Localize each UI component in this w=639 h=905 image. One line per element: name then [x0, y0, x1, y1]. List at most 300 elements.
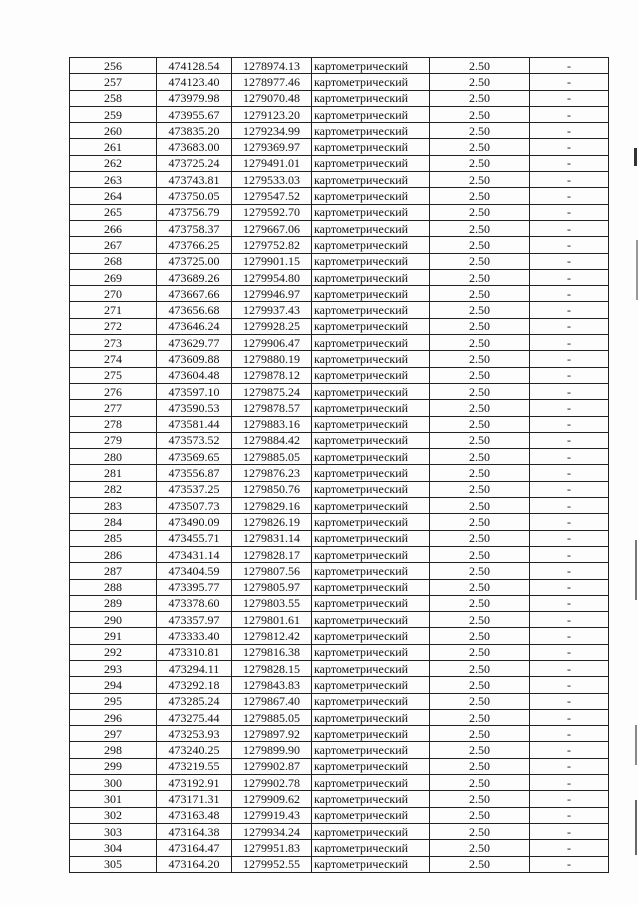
- method-cell: картометрический: [312, 628, 430, 644]
- y-coordinate-cell: 1279816.38: [232, 644, 312, 660]
- y-coordinate-cell: 1279843.83: [232, 677, 312, 693]
- point-number-cell: 264: [70, 188, 157, 204]
- accuracy-cell: 2.50: [430, 286, 530, 302]
- x-coordinate-cell: 473646.24: [157, 318, 232, 334]
- method-cell: картометрический: [312, 253, 430, 269]
- point-number-cell: 283: [70, 498, 157, 514]
- description-cell: -: [530, 416, 609, 432]
- table-row: [70, 432, 609, 448]
- description-cell: -: [530, 807, 609, 823]
- accuracy-cell: 2.50: [430, 220, 530, 236]
- x-coordinate-cell: 473604.48: [157, 367, 232, 383]
- table-row: [70, 612, 609, 628]
- method-cell: картометрический: [312, 595, 430, 611]
- point-number-cell: 261: [70, 139, 157, 155]
- x-coordinate-cell: 473766.25: [157, 237, 232, 253]
- accuracy-cell: 2.50: [430, 823, 530, 839]
- table-row: [70, 155, 609, 171]
- point-number-cell: 296: [70, 709, 157, 725]
- table-row: [70, 644, 609, 660]
- x-coordinate-cell: 473310.81: [157, 644, 232, 660]
- x-coordinate-cell: 474128.54: [157, 58, 232, 74]
- accuracy-cell: 2.50: [430, 481, 530, 497]
- method-cell: картометрический: [312, 204, 430, 220]
- point-number-cell: 303: [70, 823, 157, 839]
- method-cell: картометрический: [312, 58, 430, 74]
- description-cell: -: [530, 693, 609, 709]
- accuracy-cell: 2.50: [430, 579, 530, 595]
- point-number-cell: 267: [70, 237, 157, 253]
- point-number-cell: 259: [70, 106, 157, 122]
- point-number-cell: 266: [70, 220, 157, 236]
- table-row: [70, 498, 609, 514]
- table-row: [70, 318, 609, 334]
- description-cell: -: [530, 155, 609, 171]
- table-row: [70, 204, 609, 220]
- description-cell: -: [530, 579, 609, 595]
- description-cell: -: [530, 237, 609, 253]
- x-coordinate-cell: 473835.20: [157, 123, 232, 139]
- point-number-cell: 287: [70, 563, 157, 579]
- description-cell: -: [530, 188, 609, 204]
- accuracy-cell: 2.50: [430, 318, 530, 334]
- y-coordinate-cell: 1279850.76: [232, 481, 312, 497]
- accuracy-cell: 2.50: [430, 612, 530, 628]
- description-cell: -: [530, 400, 609, 416]
- x-coordinate-cell: 473164.47: [157, 840, 232, 856]
- y-coordinate-cell: 1279234.99: [232, 123, 312, 139]
- point-number-cell: 300: [70, 775, 157, 791]
- description-cell: -: [530, 612, 609, 628]
- y-coordinate-cell: 1279491.01: [232, 155, 312, 171]
- y-coordinate-cell: 1279867.40: [232, 693, 312, 709]
- x-coordinate-cell: 473164.20: [157, 856, 232, 872]
- table-row: [70, 628, 609, 644]
- y-coordinate-cell: 1279906.47: [232, 335, 312, 351]
- description-cell: -: [530, 74, 609, 90]
- accuracy-cell: 2.50: [430, 351, 530, 367]
- accuracy-cell: 2.50: [430, 644, 530, 660]
- table-row: [70, 775, 609, 791]
- point-number-cell: 297: [70, 726, 157, 742]
- method-cell: картометрический: [312, 416, 430, 432]
- x-coordinate-cell: 473569.65: [157, 449, 232, 465]
- description-cell: -: [530, 546, 609, 562]
- accuracy-cell: 2.50: [430, 335, 530, 351]
- description-cell: -: [530, 335, 609, 351]
- table-row: [70, 253, 609, 269]
- x-coordinate-cell: 473758.37: [157, 220, 232, 236]
- point-number-cell: 257: [70, 74, 157, 90]
- description-cell: -: [530, 742, 609, 758]
- y-coordinate-cell: 1279826.19: [232, 514, 312, 530]
- point-number-cell: 302: [70, 807, 157, 823]
- description-cell: -: [530, 726, 609, 742]
- description-cell: -: [530, 595, 609, 611]
- accuracy-cell: 2.50: [430, 269, 530, 285]
- x-coordinate-cell: 473357.97: [157, 612, 232, 628]
- y-coordinate-cell: 1279752.82: [232, 237, 312, 253]
- accuracy-cell: 2.50: [430, 237, 530, 253]
- accuracy-cell: 2.50: [430, 367, 530, 383]
- y-coordinate-cell: 1279807.56: [232, 563, 312, 579]
- description-cell: -: [530, 840, 609, 856]
- y-coordinate-cell: 1279952.55: [232, 856, 312, 872]
- table-row: [70, 758, 609, 774]
- table-row: [70, 693, 609, 709]
- y-coordinate-cell: 1279909.62: [232, 791, 312, 807]
- point-number-cell: 295: [70, 693, 157, 709]
- description-cell: -: [530, 530, 609, 546]
- y-coordinate-cell: 1279828.17: [232, 546, 312, 562]
- y-coordinate-cell: 1279946.97: [232, 286, 312, 302]
- table-row: [70, 220, 609, 236]
- accuracy-cell: 2.50: [430, 514, 530, 530]
- accuracy-cell: 2.50: [430, 155, 530, 171]
- y-coordinate-cell: 1279547.52: [232, 188, 312, 204]
- scan-edge-mark: [635, 800, 637, 855]
- table-row: [70, 449, 609, 465]
- method-cell: картометрический: [312, 106, 430, 122]
- x-coordinate-cell: 473609.88: [157, 351, 232, 367]
- description-cell: -: [530, 318, 609, 334]
- point-number-cell: 271: [70, 302, 157, 318]
- method-cell: картометрический: [312, 139, 430, 155]
- description-cell: -: [530, 269, 609, 285]
- description-cell: -: [530, 791, 609, 807]
- x-coordinate-cell: 473955.67: [157, 106, 232, 122]
- x-coordinate-cell: 473507.73: [157, 498, 232, 514]
- point-number-cell: 304: [70, 840, 157, 856]
- table-row: [70, 269, 609, 285]
- y-coordinate-cell: 1279954.80: [232, 269, 312, 285]
- point-number-cell: 288: [70, 579, 157, 595]
- point-number-cell: 291: [70, 628, 157, 644]
- y-coordinate-cell: 1279803.55: [232, 595, 312, 611]
- point-number-cell: 274: [70, 351, 157, 367]
- x-coordinate-cell: 473163.48: [157, 807, 232, 823]
- x-coordinate-cell: 473537.25: [157, 481, 232, 497]
- x-coordinate-cell: 473629.77: [157, 335, 232, 351]
- description-cell: -: [530, 498, 609, 514]
- point-number-cell: 265: [70, 204, 157, 220]
- point-number-cell: 275: [70, 367, 157, 383]
- method-cell: картометрический: [312, 318, 430, 334]
- table-row: [70, 188, 609, 204]
- x-coordinate-cell: 473164.38: [157, 823, 232, 839]
- table-row: [70, 514, 609, 530]
- point-number-cell: 279: [70, 432, 157, 448]
- y-coordinate-cell: 1279937.43: [232, 302, 312, 318]
- description-cell: -: [530, 123, 609, 139]
- point-number-cell: 298: [70, 742, 157, 758]
- y-coordinate-cell: 1279801.61: [232, 612, 312, 628]
- description-cell: -: [530, 351, 609, 367]
- scan-edge-mark: [634, 148, 637, 166]
- point-number-cell: 281: [70, 465, 157, 481]
- method-cell: картометрический: [312, 726, 430, 742]
- accuracy-cell: 2.50: [430, 106, 530, 122]
- point-number-cell: 282: [70, 481, 157, 497]
- table-row: [70, 742, 609, 758]
- x-coordinate-cell: 473253.93: [157, 726, 232, 742]
- description-cell: -: [530, 139, 609, 155]
- point-number-cell: 277: [70, 400, 157, 416]
- table-row: [70, 823, 609, 839]
- method-cell: картометрический: [312, 644, 430, 660]
- accuracy-cell: 2.50: [430, 400, 530, 416]
- description-cell: -: [530, 758, 609, 774]
- method-cell: картометрический: [312, 677, 430, 693]
- table-row: [70, 481, 609, 497]
- y-coordinate-cell: 1279812.42: [232, 628, 312, 644]
- accuracy-cell: 2.50: [430, 498, 530, 514]
- point-number-cell: 268: [70, 253, 157, 269]
- accuracy-cell: 2.50: [430, 383, 530, 399]
- x-coordinate-cell: 473725.24: [157, 155, 232, 171]
- y-coordinate-cell: 1279897.92: [232, 726, 312, 742]
- y-coordinate-cell: 1279951.83: [232, 840, 312, 856]
- point-number-cell: 301: [70, 791, 157, 807]
- point-number-cell: 292: [70, 644, 157, 660]
- table-row: [70, 139, 609, 155]
- accuracy-cell: 2.50: [430, 90, 530, 106]
- method-cell: картометрический: [312, 188, 430, 204]
- x-coordinate-cell: 473240.25: [157, 742, 232, 758]
- table-row: [70, 383, 609, 399]
- method-cell: картометрический: [312, 449, 430, 465]
- x-coordinate-cell: 473683.00: [157, 139, 232, 155]
- table-row: [70, 74, 609, 90]
- accuracy-cell: 2.50: [430, 856, 530, 872]
- table-row: [70, 90, 609, 106]
- method-cell: картометрический: [312, 74, 430, 90]
- accuracy-cell: 2.50: [430, 791, 530, 807]
- y-coordinate-cell: 1279878.12: [232, 367, 312, 383]
- accuracy-cell: 2.50: [430, 302, 530, 318]
- description-cell: -: [530, 644, 609, 660]
- description-cell: -: [530, 383, 609, 399]
- table-row: [70, 335, 609, 351]
- table-row: [70, 367, 609, 383]
- method-cell: картометрический: [312, 432, 430, 448]
- table-row: [70, 400, 609, 416]
- accuracy-cell: 2.50: [430, 726, 530, 742]
- x-coordinate-cell: 473285.24: [157, 693, 232, 709]
- y-coordinate-cell: 1279875.24: [232, 383, 312, 399]
- method-cell: картометрический: [312, 481, 430, 497]
- method-cell: картометрический: [312, 612, 430, 628]
- description-cell: -: [530, 628, 609, 644]
- accuracy-cell: 2.50: [430, 465, 530, 481]
- accuracy-cell: 2.50: [430, 123, 530, 139]
- description-cell: -: [530, 302, 609, 318]
- y-coordinate-cell: 1279885.05: [232, 709, 312, 725]
- x-coordinate-cell: 473431.14: [157, 546, 232, 562]
- method-cell: картометрический: [312, 840, 430, 856]
- y-coordinate-cell: 1279880.19: [232, 351, 312, 367]
- description-cell: -: [530, 220, 609, 236]
- description-cell: -: [530, 204, 609, 220]
- y-coordinate-cell: 1279878.57: [232, 400, 312, 416]
- table-row: [70, 709, 609, 725]
- coordinates-table-body: [70, 58, 609, 873]
- y-coordinate-cell: 1279831.14: [232, 530, 312, 546]
- point-number-cell: 270: [70, 286, 157, 302]
- scan-edge-mark: [635, 725, 637, 765]
- y-coordinate-cell: 1279901.15: [232, 253, 312, 269]
- method-cell: картометрический: [312, 172, 430, 188]
- accuracy-cell: 2.50: [430, 742, 530, 758]
- description-cell: -: [530, 449, 609, 465]
- point-number-cell: 284: [70, 514, 157, 530]
- x-coordinate-cell: 473378.60: [157, 595, 232, 611]
- x-coordinate-cell: 473395.77: [157, 579, 232, 595]
- x-coordinate-cell: 473743.81: [157, 172, 232, 188]
- x-coordinate-cell: 473667.66: [157, 286, 232, 302]
- point-number-cell: 269: [70, 269, 157, 285]
- point-number-cell: 280: [70, 449, 157, 465]
- accuracy-cell: 2.50: [430, 530, 530, 546]
- description-cell: -: [530, 172, 609, 188]
- scan-edge-mark: [635, 540, 637, 600]
- description-cell: -: [530, 514, 609, 530]
- description-cell: -: [530, 253, 609, 269]
- accuracy-cell: 2.50: [430, 595, 530, 611]
- method-cell: картометрический: [312, 660, 430, 676]
- x-coordinate-cell: 473590.53: [157, 400, 232, 416]
- method-cell: картометрический: [312, 90, 430, 106]
- point-number-cell: 258: [70, 90, 157, 106]
- method-cell: картометрический: [312, 400, 430, 416]
- method-cell: картометрический: [312, 775, 430, 791]
- accuracy-cell: 2.50: [430, 677, 530, 693]
- table-row: [70, 595, 609, 611]
- description-cell: -: [530, 465, 609, 481]
- accuracy-cell: 2.50: [430, 546, 530, 562]
- table-row: [70, 726, 609, 742]
- description-cell: -: [530, 432, 609, 448]
- accuracy-cell: 2.50: [430, 775, 530, 791]
- point-number-cell: 305: [70, 856, 157, 872]
- x-coordinate-cell: 473292.18: [157, 677, 232, 693]
- table-row: [70, 563, 609, 579]
- table-row: [70, 465, 609, 481]
- method-cell: картометрический: [312, 530, 430, 546]
- y-coordinate-cell: 1279902.78: [232, 775, 312, 791]
- y-coordinate-cell: 1279369.97: [232, 139, 312, 155]
- table-row: [70, 807, 609, 823]
- method-cell: картометрический: [312, 383, 430, 399]
- table-row: [70, 546, 609, 562]
- y-coordinate-cell: 1278977.46: [232, 74, 312, 90]
- method-cell: картометрический: [312, 302, 430, 318]
- table-row: [70, 286, 609, 302]
- table-row: [70, 677, 609, 693]
- x-coordinate-cell: 473219.55: [157, 758, 232, 774]
- y-coordinate-cell: 1279876.23: [232, 465, 312, 481]
- y-coordinate-cell: 1278974.13: [232, 58, 312, 74]
- description-cell: -: [530, 775, 609, 791]
- y-coordinate-cell: 1279828.15: [232, 660, 312, 676]
- point-number-cell: 294: [70, 677, 157, 693]
- coordinates-table: [69, 57, 609, 873]
- point-number-cell: 289: [70, 595, 157, 611]
- y-coordinate-cell: 1279934.24: [232, 823, 312, 839]
- description-cell: -: [530, 660, 609, 676]
- method-cell: картометрический: [312, 823, 430, 839]
- method-cell: картометрический: [312, 742, 430, 758]
- accuracy-cell: 2.50: [430, 253, 530, 269]
- point-number-cell: 256: [70, 58, 157, 74]
- point-number-cell: 290: [70, 612, 157, 628]
- x-coordinate-cell: 473404.59: [157, 563, 232, 579]
- x-coordinate-cell: 473725.00: [157, 253, 232, 269]
- method-cell: картометрический: [312, 335, 430, 351]
- table-row: [70, 660, 609, 676]
- accuracy-cell: 2.50: [430, 416, 530, 432]
- accuracy-cell: 2.50: [430, 628, 530, 644]
- x-coordinate-cell: 473750.05: [157, 188, 232, 204]
- description-cell: -: [530, 823, 609, 839]
- y-coordinate-cell: 1279070.48: [232, 90, 312, 106]
- accuracy-cell: 2.50: [430, 58, 530, 74]
- table-row: [70, 530, 609, 546]
- point-number-cell: 278: [70, 416, 157, 432]
- method-cell: картометрический: [312, 269, 430, 285]
- accuracy-cell: 2.50: [430, 693, 530, 709]
- method-cell: картометрический: [312, 237, 430, 253]
- method-cell: картометрический: [312, 220, 430, 236]
- table-row: [70, 106, 609, 122]
- point-number-cell: 260: [70, 123, 157, 139]
- x-coordinate-cell: 473689.26: [157, 269, 232, 285]
- table-row: [70, 416, 609, 432]
- y-coordinate-cell: 1279919.43: [232, 807, 312, 823]
- description-cell: -: [530, 709, 609, 725]
- table-row: [70, 58, 609, 74]
- accuracy-cell: 2.50: [430, 74, 530, 90]
- x-coordinate-cell: 473490.09: [157, 514, 232, 530]
- description-cell: -: [530, 367, 609, 383]
- x-coordinate-cell: 473171.31: [157, 791, 232, 807]
- table-row: [70, 791, 609, 807]
- accuracy-cell: 2.50: [430, 840, 530, 856]
- method-cell: картометрический: [312, 498, 430, 514]
- description-cell: -: [530, 563, 609, 579]
- point-number-cell: 286: [70, 546, 157, 562]
- x-coordinate-cell: 473294.11: [157, 660, 232, 676]
- y-coordinate-cell: 1279899.90: [232, 742, 312, 758]
- table-row: [70, 237, 609, 253]
- x-coordinate-cell: 473573.52: [157, 432, 232, 448]
- method-cell: картометрический: [312, 709, 430, 725]
- x-coordinate-cell: 473333.40: [157, 628, 232, 644]
- table-row: [70, 856, 609, 872]
- table-row: [70, 123, 609, 139]
- y-coordinate-cell: 1279533.03: [232, 172, 312, 188]
- description-cell: -: [530, 856, 609, 872]
- method-cell: картометрический: [312, 758, 430, 774]
- x-coordinate-cell: 473556.87: [157, 465, 232, 481]
- point-number-cell: 273: [70, 335, 157, 351]
- point-number-cell: 262: [70, 155, 157, 171]
- description-cell: -: [530, 286, 609, 302]
- method-cell: картометрический: [312, 546, 430, 562]
- x-coordinate-cell: 473455.71: [157, 530, 232, 546]
- method-cell: картометрический: [312, 563, 430, 579]
- table-row: [70, 172, 609, 188]
